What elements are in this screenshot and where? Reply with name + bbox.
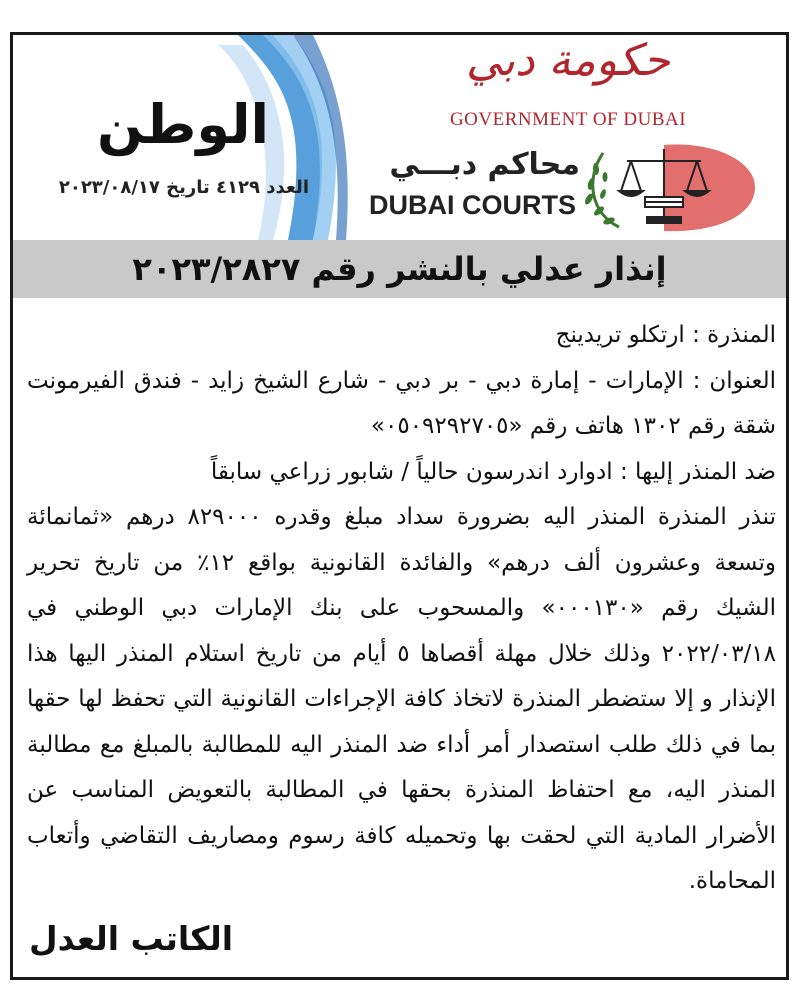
address-line: العنوان : الإمارات - إمارة دبي - بر دبي - شارع الشيخ زايد - فندق الفيرمونت شقة رقم ١٣٠٢ هاتف رقم «٠٥٠٩٢٩٢٧٠٥» xyxy=(27,367,776,439)
courts-name-arabic: محاكم دبـــي xyxy=(389,147,580,182)
courts-name-english: DUBAI COURTS xyxy=(369,190,576,220)
government-name-english: GOVERNMENT OF DUBAI xyxy=(449,109,687,130)
notifier-line: المنذرة : ارتكلو تريدينج xyxy=(555,322,776,348)
government-name-arabic: حكومة دبي xyxy=(466,35,670,86)
notice-paragraph: تنذر المنذرة المنذر اليه بضرورة سداد مبلغ وقدره ٨٢٩٠٠٠ درهم «ثمانمائة وتسعة وعشرون ألف درهم» والفائدة القانونية بواقع ١٢٪ من تاريخ تحرير الشيك رقم «٠٠٠١٣٠» والمسحوب على بنك الإمارات دبي الوطني في ٢٠٢٢/٠٣/١٨ وذلك خلال مهلة أقصاها ٥ أيام من تاريخ استلام المنذر اليها هذا الإنذار و إلا ستضطر المنذرة لاتخاذ كافة الإجراءات القانونية التي تحفظ لها حقها بما في ذلك طلب استصدار أمر أداء ضد المنذر اليه للمطالبة بالمبلغ مع مطالبة المنذر اليه، مع احتفاظ المنذرة بحقها في المطالبة بالتعويض المناسب عن الأضرار المادية التي لحقت بها وتحميله كافة رسوم ومصاريف التقاضي وأتعاب المحاماة. xyxy=(27,504,777,894)
notary-signature: الكاتب العدل xyxy=(29,919,234,958)
notice-frame xyxy=(10,32,789,980)
scales-of-justice-icon xyxy=(579,139,757,235)
issue-date-line: العدد ٤١٢٩ تاريخ ٢٠٢٣/٠٨/١٧ xyxy=(58,177,309,198)
notified-party-line: ضد المنذر إليها : ادوارد اندرسون حالياً / شابور زراعي سابقاً xyxy=(210,458,776,485)
notice-body xyxy=(27,313,776,905)
notice-title: إنذار عدلي بالنشر رقم ٢٠٢٣/٢٨٢٧ xyxy=(132,250,667,288)
newspaper-name: الوطن xyxy=(96,93,270,156)
